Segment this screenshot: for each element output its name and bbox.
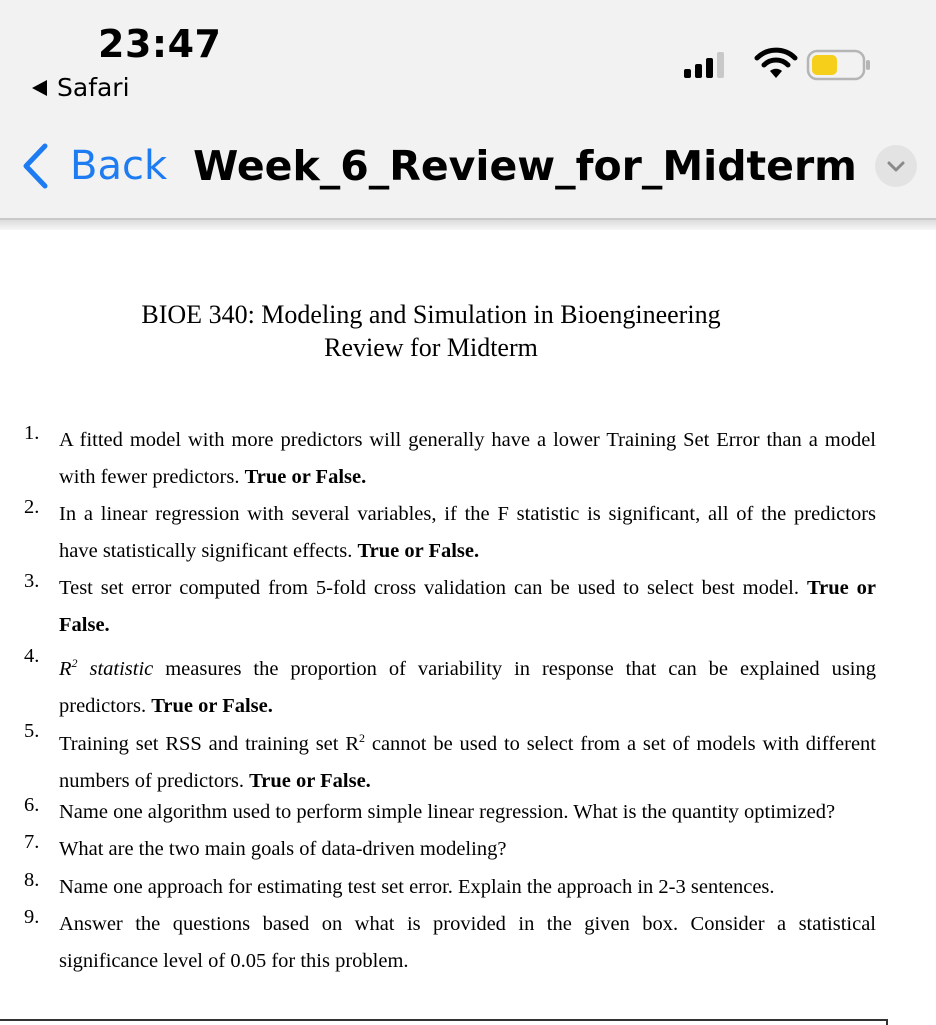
chevron-left-icon <box>20 142 50 190</box>
question-number: 2. <box>24 496 40 518</box>
true-false-label: True or False. <box>244 466 367 488</box>
box-right-border <box>886 1019 888 1025</box>
course-title: BIOE 340: Modeling and Simulation in Bioengineering <box>141 300 721 329</box>
question-number: 5. <box>24 720 40 742</box>
question-text: Name one algorithm used to perform simple linear regression. What is the quantity optimized? <box>59 801 836 823</box>
title-menu-button[interactable] <box>875 145 917 187</box>
chevron-down-icon <box>886 159 906 173</box>
cellular-signal-icon <box>682 50 732 80</box>
back-app-label: Safari <box>57 73 130 102</box>
question-text-a: Training set RSS and training set R <box>59 732 359 755</box>
document-heading <box>0 298 862 364</box>
true-false-label: True or False. <box>357 540 480 562</box>
document-title: Week_6_Review_for_Midterm <box>193 142 857 190</box>
question-text: Answer the questions based on what is provided in the given box. Consider a statistical significance level of 0.05 for this problem. <box>59 913 876 972</box>
battery-icon <box>804 48 876 82</box>
back-to-safari-button[interactable] <box>32 73 130 102</box>
wifi-icon <box>754 46 798 80</box>
toolbar-shadow <box>0 220 936 230</box>
r2-statistic-label: statistic <box>89 657 154 680</box>
true-false-label: True or False. <box>59 577 876 636</box>
back-button[interactable] <box>20 142 167 190</box>
true-false-label: True or False. <box>151 694 273 717</box>
question-number: 4. <box>24 645 40 667</box>
question-text: measures the proportion of variability in response that can be explained using predictors. <box>59 657 877 717</box>
true-false-label: True or False. <box>249 769 371 792</box>
question-number: 6. <box>24 794 40 816</box>
question-text: In a linear regression with several variables, if the F statistic is significant, all of the predictors have statistically significant effects. <box>59 503 876 562</box>
back-triangle-icon <box>32 80 47 96</box>
back-label: Back <box>70 143 168 189</box>
nav-bar <box>20 140 917 192</box>
status-icons <box>682 44 882 84</box>
question-number: 9. <box>24 906 40 928</box>
question-number: 8. <box>24 869 40 891</box>
question-text-b: cannot be used to select from a set of models with different numbers of predictors. <box>59 732 876 792</box>
status-time: 23:47 <box>98 22 222 66</box>
question-number: 7. <box>24 831 40 853</box>
question-text: Name one approach for estimating test set error. Explain the approach in 2-3 sentences. <box>59 876 775 898</box>
review-subtitle: Review for Midterm <box>324 333 538 362</box>
question-number: 1. <box>24 422 40 444</box>
question-text: What are the two main goals of data-driven modeling? <box>59 838 507 860</box>
box-top-border <box>0 1019 888 1021</box>
question-text: A fitted model with more predictors will generally have a lower Training Set Error than a model with fewer predictors. <box>59 429 876 488</box>
top-bar <box>0 0 936 220</box>
question-number: 3. <box>24 570 40 592</box>
question-text: Test set error computed from 5-fold cross validation can be used to select best model. <box>59 577 807 599</box>
